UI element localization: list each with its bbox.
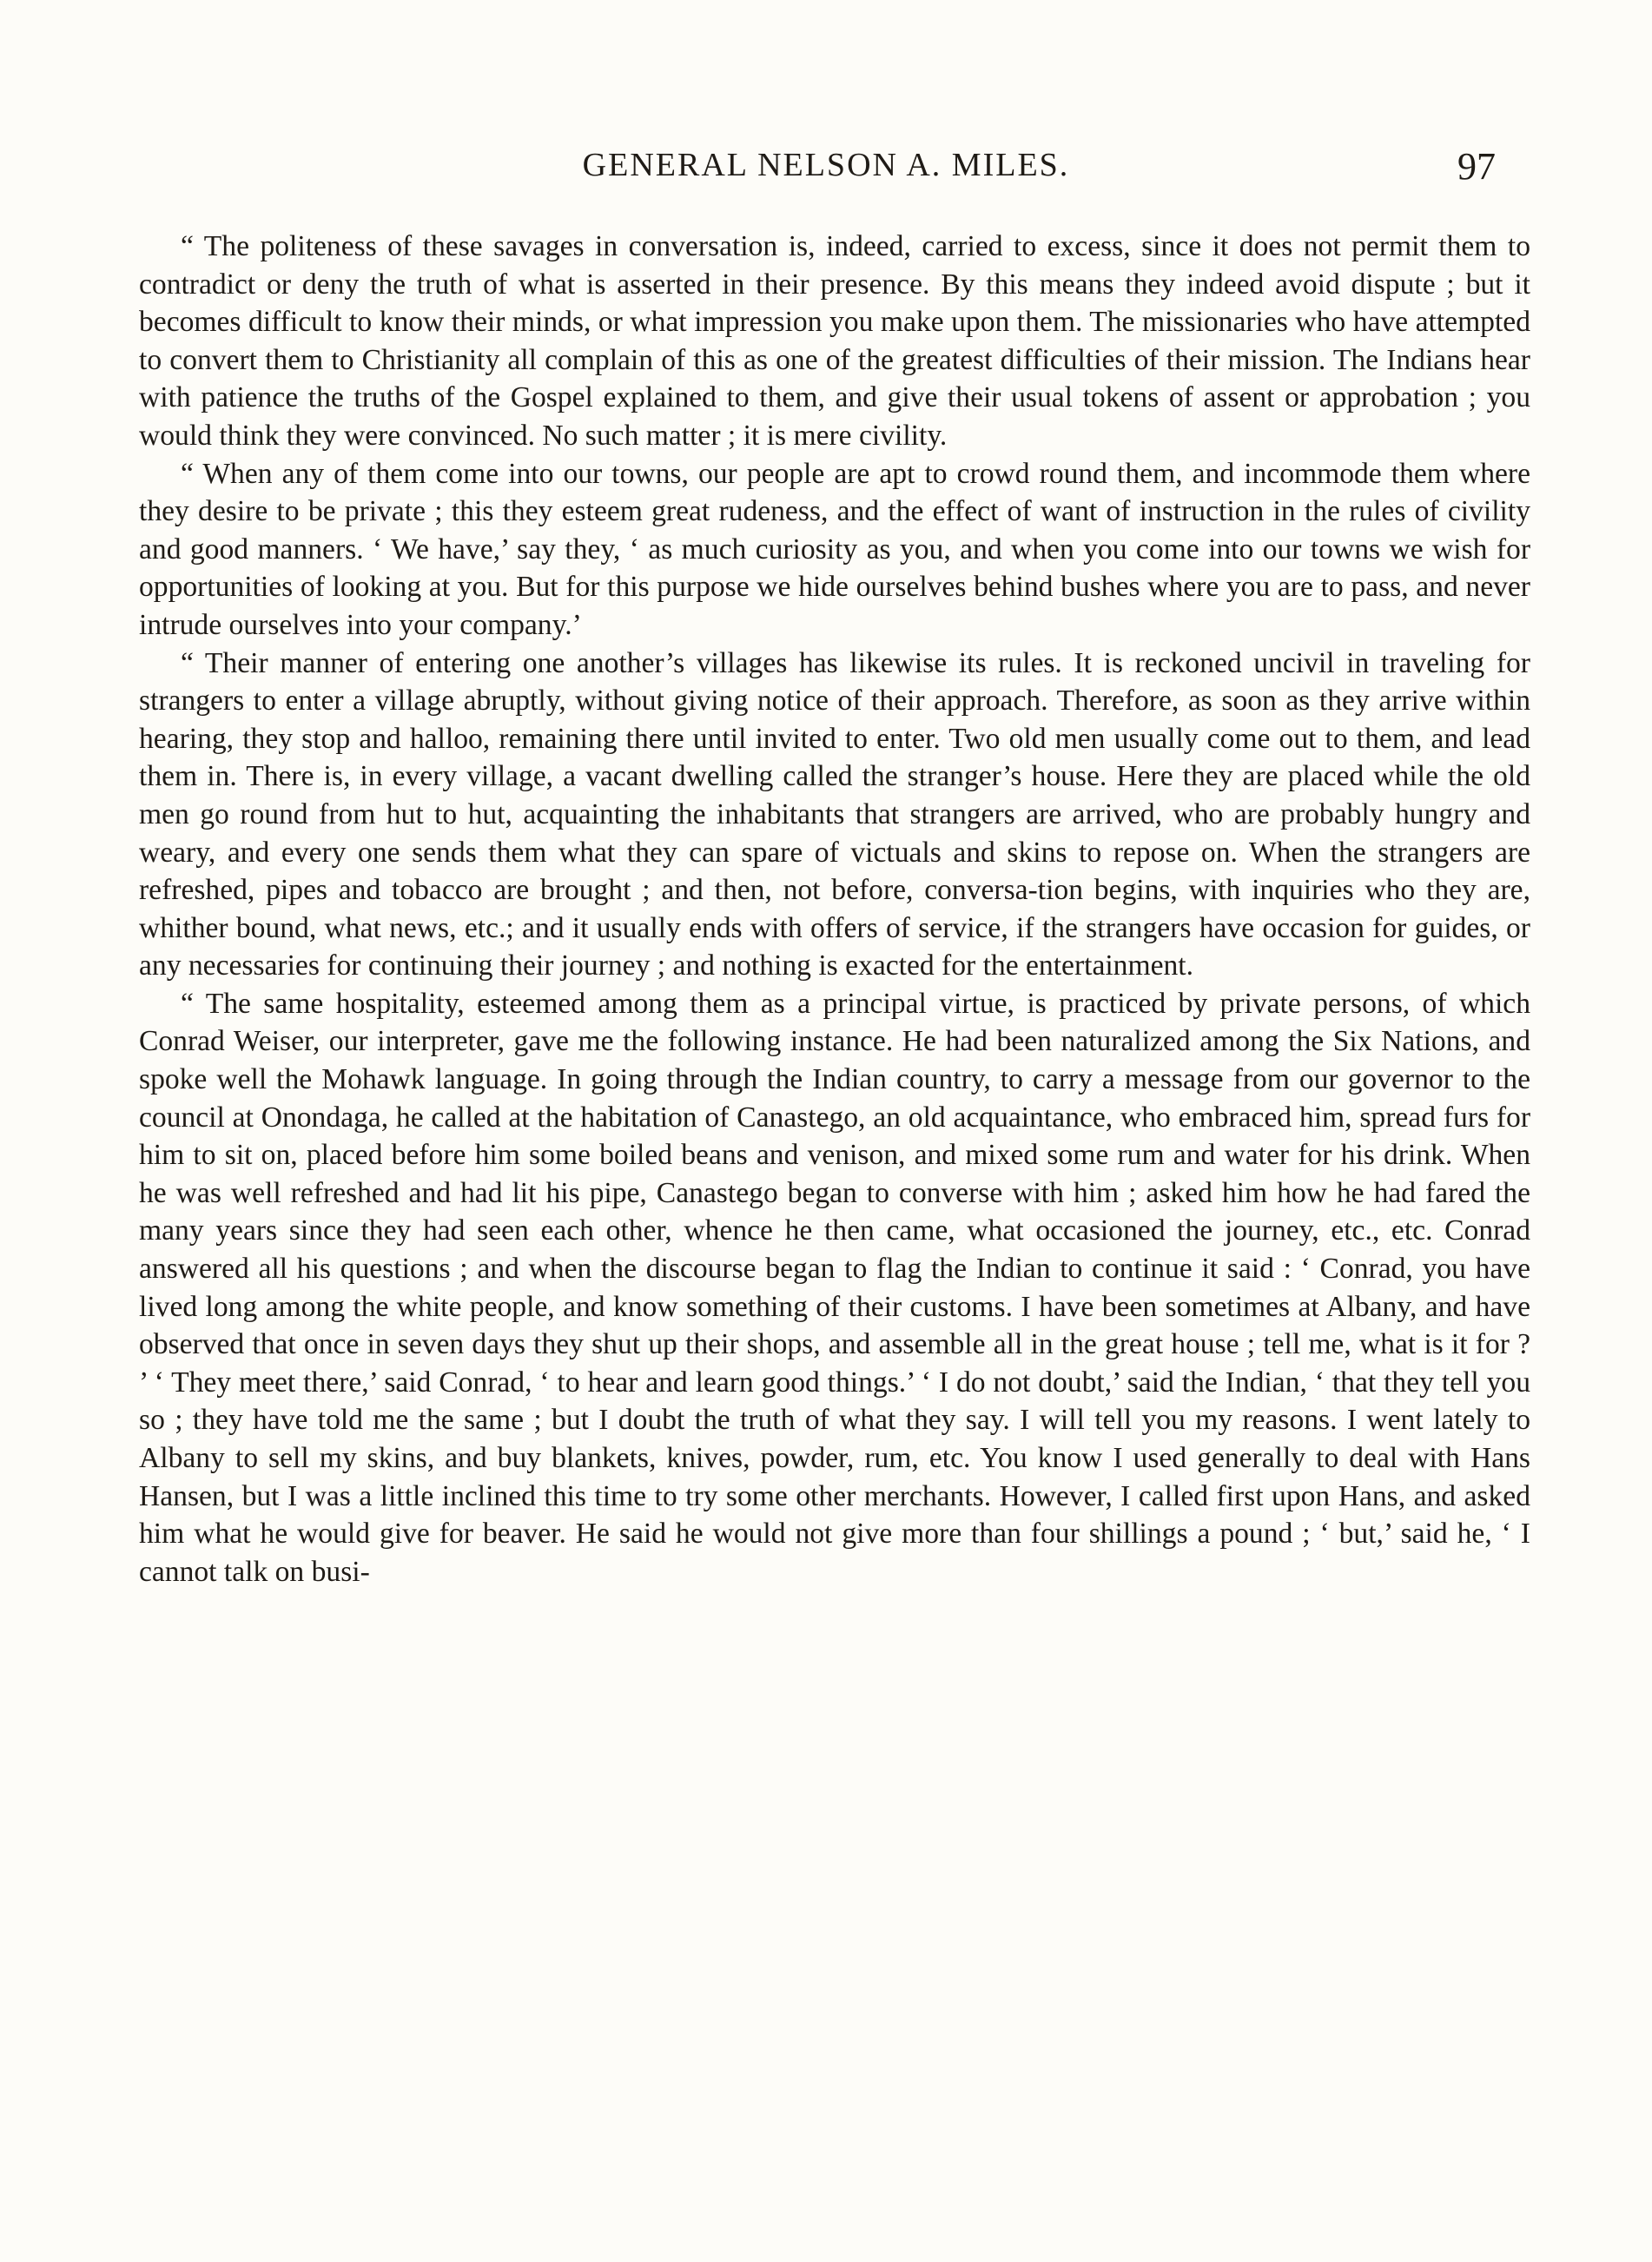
body-text [139, 228, 1530, 1591]
page-number: 97 [1457, 145, 1496, 188]
paragraph: “ When any of them come into our towns, our people are apt to crowd round them, and incommode them where they desire to be private ; this they esteem great rudeness, and the effect of want of instruction in the rules of civility and good manners. ‘ We have,’ say they, ‘ as much curiosity as you, and when you come into our towns we wish for opportunities of looking at you. But for this purpose we hide ourselves behind bushes where you are to pass, and never intrude ourselves into your company.’ [139, 457, 1530, 641]
paragraph: “ The same hospitality, esteemed among them as a principal virtue, is practiced by private persons, of which Conrad Weiser, our interpreter, gave me the following instance. He had been naturalized among the Six Nations, and spoke well the Mohawk language. In going through the Indian country, to carry a message from our governor to the council at Onondaga, he called at the habitation of Canastego, an old acquaintance, who embraced him, spread furs for him to sit on, placed before him some boiled beans and venison, and mixed some rum and water for his drink. When he was well refreshed and had lit his pipe, Canastego began to converse with him ; asked him how he had fared the many years since they had seen each other, whence he then came, what occasioned the journey, etc., etc. Conrad answered all his questions ; and when the discourse began to flag the Indian to continue it said : ‘ Conrad, you have lived long among the white people, and know something of their customs. I have been sometimes at Albany, and have observed that once in seven days they shut up their shops, and assemble all in the great house ; tell me, what is it for ? ’ ‘ They meet there,’ said Conrad, ‘ to hear and learn good things.’ ‘ I do not doubt,’ said the Indian, ‘ that they tell you so ; they have told me the same ; but I doubt the truth of what they say. I will tell you my reasons. I went lately to Albany to sell my skins, and buy blankets, knives, powder, rum, etc. You know I used generally to deal with Hans Hansen, but I was a little inclined this time to try some other merchants. However, I called first upon Hans, and asked him what he would give for beaver. He said he would not give more than four shillings a pound ; ‘ but,’ said he, ‘ I cannot talk on busi- [139, 987, 1530, 1588]
running-head [0, 139, 1652, 191]
running-title: GENERAL NELSON A. MILES. [582, 147, 1070, 183]
paragraph: “ Their manner of entering one another’s villages has likewise its rules. It is reckoned uncivil in traveling for strangers to enter a village abruptly, without giving notice of their approach. Therefore, as soon as they arrive within hearing, they stop and halloo, remaining there until invited to enter. Two old men usually come out to them, and lead them in. There is, in every village, a vacant dwelling called the stranger’s house. Here they are placed while the old men go round from hut to hut, acquainting the inhabitants that strangers are arrived, who are probably hungry and weary, and every one sends them what they can spare of victuals and skins to repose on. When the strangers are refreshed, pipes and tobacco are brought ; and then, not before, conversa-tion begins, with inquiries who they are, whither bound, what news, etc.; and it usually ends with offers of service, if the strangers have occasion for guides, or any necessaries for continuing their journey ; and nothing is exacted for the entertainment. [139, 646, 1530, 982]
paragraph: “ The politeness of these savages in conversation is, indeed, carried to excess, since it does not permit them to contradict or deny the truth of what is asserted in their presence. By this means they indeed avoid dispute ; but it becomes difficult to know their minds, or what impression you make upon them. The missionaries who have attempted to convert them to Christianity all complain of this as one of the greatest difficulties of their mission. The Indians hear with patience the truths of the Gospel explained to them, and give their usual tokens of assent or approbation ; you would think they were convinced. No such matter ; it is mere civility. [139, 230, 1530, 452]
